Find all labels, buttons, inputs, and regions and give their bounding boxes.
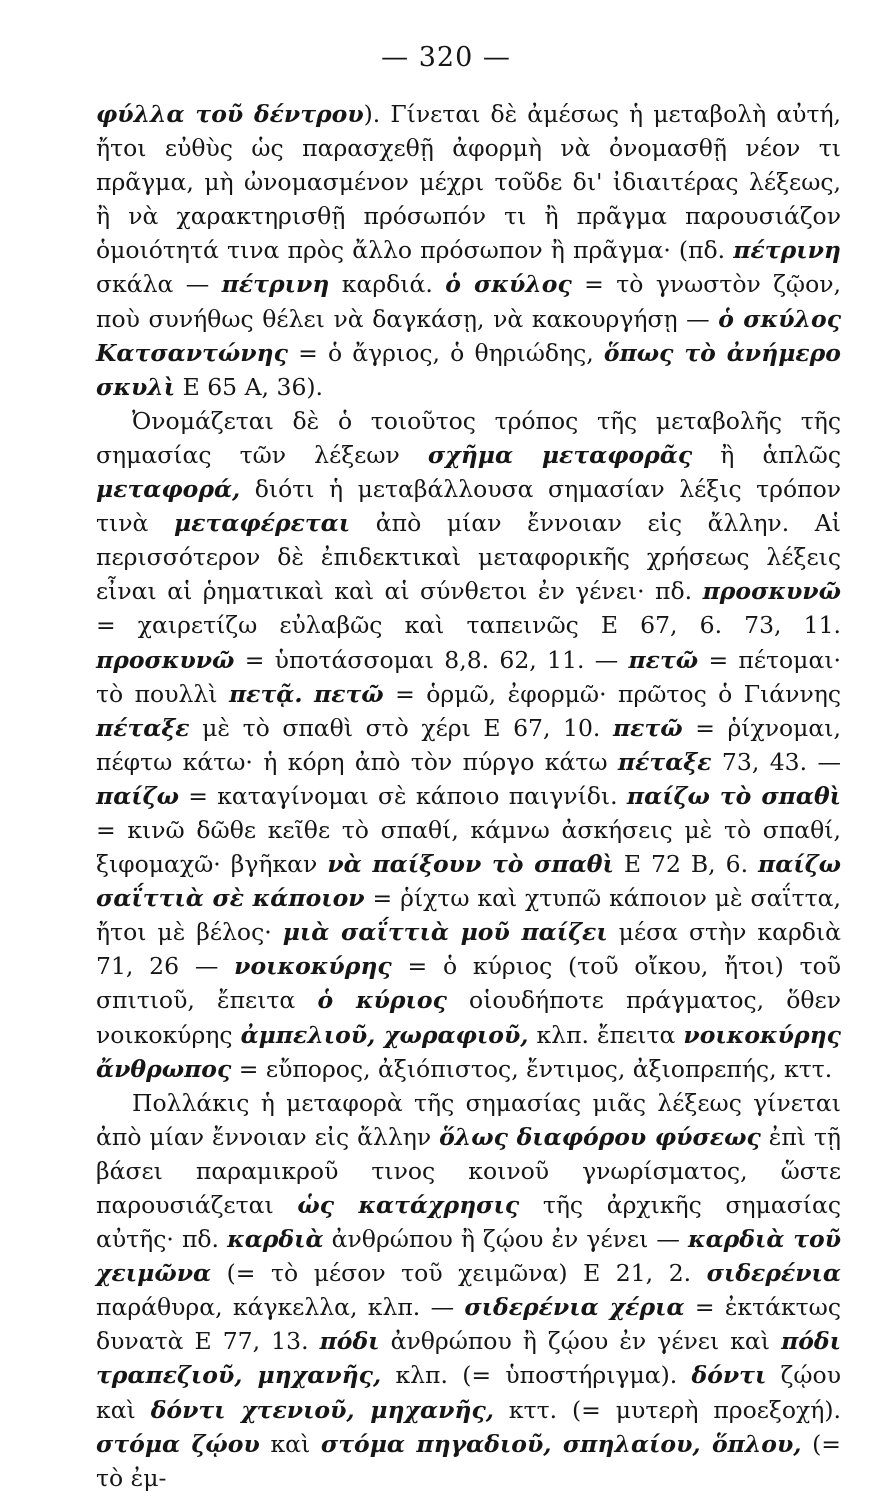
- term-emphasis: νὰ παίξουν τὸ σπαθὶ: [327, 850, 614, 879]
- term-emphasis: σιδερένια χέρια: [464, 1293, 685, 1322]
- text-run: Πολλάκις ἡ μεταφορὰ τῆς σημασίας μιᾶς λέξεως γίνεται ἀπὸ μίαν ἔννοιαν εἰς ἄλλην: [96, 1088, 841, 1151]
- text-run: κλπ. ἔπειτα: [528, 1020, 684, 1049]
- term-emphasis: καρδιὰ τοῦ χειμῶνα: [96, 1225, 842, 1288]
- text-run: οἱουδήποτε πράγματος, ὅθεν νοικοκύρης: [96, 986, 842, 1049]
- term-emphasis: δόντι: [691, 1361, 767, 1390]
- text-run: = καταγίνομαι σὲ κάποιο παιγνίδι.: [178, 781, 627, 810]
- term-emphasis: πόδι: [319, 1327, 380, 1356]
- term-emphasis: σιδερένια: [706, 1259, 841, 1288]
- text-run: κττ. (= μυτερὴ προεξοχή).: [493, 1395, 841, 1424]
- term-emphasis: παίζω τὸ σπαθὶ: [626, 781, 841, 810]
- text-run: = ὁ κύριος (τοῦ οἴκου, ἤτοι) τοῦ σπιτιοῦ, ἔπειτα: [96, 952, 841, 1015]
- term-emphasis: παίζω σαΐττιὰ σὲ κάποιον: [96, 850, 841, 913]
- text-run: κλπ. (= ὑποστήριγμα).: [381, 1361, 692, 1390]
- text-run: ἀπὸ μίαν ἔννοιαν εἰς ἄλλην. Αἱ περισσότερον δὲ ἐπιδεκτικαὶ μεταφορικῆς χρήσεως λέξεις εἶναι αἱ ῥηματικαὶ καὶ αἱ σύνθετοι ἐν γένει· πδ.: [96, 509, 841, 606]
- term-emphasis: πέτρινη: [221, 270, 330, 299]
- paragraph-2: [96, 404, 841, 1086]
- text-run: = ὁ ἄγριος, ὁ θηριώδης,: [287, 338, 604, 367]
- text-run: = ὑποτάσσομαι 8,8. 62, 11. —: [234, 645, 629, 674]
- text-run: = ὁρμῶ, ἐφορμῶ· πρῶτος ὁ Γιάννης: [383, 679, 841, 708]
- text-run: (= τὸ ἐμ-: [96, 1429, 841, 1492]
- text-run: = ῥίχτω καὶ χτυπῶ κάποιον μὲ σαΐττα, ἤτοι μὲ βέλος·: [96, 884, 842, 947]
- term-emphasis: πετῶ: [628, 645, 699, 674]
- text-run: διότι ἡ μεταβάλλουσα σημασίαν λέξις τρόπον τινὰ: [96, 475, 841, 538]
- term-emphasis: ὡς κατάχρησις: [297, 1191, 520, 1219]
- text-run: = τὸ γνωστὸν ζῷον, ποὺ συνήθως θέλει νὰ δαγκάσῃ, νὰ κακουργήσῃ —: [96, 270, 841, 333]
- text-run: ἢ ἁπλῶς: [692, 440, 841, 469]
- term-emphasis: ὅπως τὸ ἀνήμερο σκυλὶ: [96, 338, 841, 401]
- term-emphasis: σχῆμα μεταφορᾶς: [427, 440, 693, 469]
- text-run: Ε 65 Α, 36).: [175, 372, 324, 401]
- term-emphasis: δόντι χτενιοῦ, μηχανῆς,: [150, 1395, 494, 1424]
- text-run: ἐπὶ τῇ βάσει παραμικροῦ τινος κοινοῦ γνωρίσματος, ὥστε παρουσιάζεται: [96, 1122, 841, 1219]
- term-emphasis: ἀμπελιοῦ, χωραφιοῦ,: [240, 1020, 529, 1049]
- term-emphasis: στόμα ζῴου: [96, 1429, 260, 1458]
- term-emphasis: προσκυνῶ: [96, 645, 235, 674]
- term-emphasis: πέτρινη: [733, 236, 841, 265]
- term-emphasis: ὁ σκύλος: [445, 270, 572, 299]
- text-run: = χαιρετίζω εὐλαβῶς καὶ ταπεινῶς Ε 67, 6. 73, 11.: [96, 611, 841, 640]
- term-emphasis: ὅλως διαφόρου φύσεως: [439, 1122, 761, 1151]
- term-emphasis: νοικοκύρης ἄνθρωπος: [96, 1020, 841, 1083]
- term-emphasis: φύλλα τοῦ δέντρου: [96, 100, 364, 128]
- term-emphasis: πέταξε: [617, 747, 712, 776]
- text-run: τῆς ἀρχικῆς σημασίας αὐτῆς· πδ.: [96, 1191, 841, 1254]
- text-run: 73, 43. —: [711, 747, 842, 776]
- text-run: ἀνθρώπου ἢ ζῴου ἐν γένει καὶ: [379, 1327, 782, 1356]
- text-run: = ῥίχνομαι, πέφτω κάτω· ἡ κόρη ἀπὸ τὸν πύργο κάτω: [96, 713, 841, 776]
- text-run: = κινῶ δῶθε κεῖθε τὸ σπαθί, κάμνω ἀσκήσεις μὲ τὸ σπαθί, ξιφομαχῶ· βγῆκαν: [96, 815, 841, 879]
- text-run: = εὔπορος, ἀξιόπιστος, ἔντιμος, ἀξιοπρεπής, κττ.: [231, 1054, 833, 1083]
- text-run: = πέτομαι· τὸ πουλλὶ: [96, 645, 842, 708]
- text-run: (= τὸ μέσον τοῦ χειμῶνα) Ε 21, 2.: [211, 1259, 707, 1288]
- text-run: ἀνθρώπου ἢ ζῴου ἐν γένει —: [323, 1225, 688, 1254]
- term-emphasis: μεταφέρεται: [174, 509, 351, 538]
- term-emphasis: μεταφορά,: [96, 475, 241, 504]
- paragraph-3: [96, 1086, 841, 1495]
- body-text: [96, 97, 841, 1495]
- term-emphasis: νοικοκύρης: [234, 952, 392, 981]
- text-run: Ὀνομάζεται δὲ ὁ τοιοῦτος τρόπος τῆς μεταβολῆς τῆς σημασίας τῶν λέξεων: [96, 406, 841, 469]
- text-run: καρδιά.: [329, 270, 446, 299]
- text-run: μέσα στὴν καρδιὰ 71, 26 —: [96, 918, 842, 981]
- text-run: Ε 72 Β, 6.: [613, 850, 759, 879]
- term-emphasis: προσκυνῶ: [702, 577, 841, 606]
- page-number: — 320 —: [381, 42, 511, 73]
- text-run: ζῴου καὶ: [96, 1361, 841, 1424]
- term-emphasis: παίζω: [96, 781, 179, 810]
- term-emphasis: ὁ σκύλος Κατσαντώνης: [96, 304, 841, 367]
- text-run: μὲ τὸ σπαθὶ στὸ χέρι Ε 67, 10.: [189, 713, 613, 742]
- paragraph-1: [96, 97, 841, 404]
- text-run: καὶ: [259, 1429, 321, 1458]
- term-emphasis: πετᾷ.: [228, 679, 303, 708]
- term-emphasis: ὁ κύριος: [317, 986, 447, 1015]
- term-emphasis: στόμα πηγαδιοῦ, σπηλαίου, ὅπλου,: [320, 1429, 802, 1458]
- text-run: σκάλα —: [96, 270, 222, 299]
- text-run: = ἐκτάκτως δυνατὰ Ε 77, 13.: [96, 1293, 841, 1356]
- text-run: ). Γίνεται δὲ ἀμέσως ἡ μεταβολὴ αὐτή, ἤτοι εὐθὺς ὡς παρασχεθῇ ἀφορμὴ νὰ ὀνομασθῇ νέον τι πρᾶγμα, μὴ ὠνομασμένον μέχρι τοῦδε δι' ἰδιαιτέρας λέξεως, ἢ νὰ χαρακτηρισθῇ πρόσωπόν τι ἢ πρᾶγμα παρουσιάζον ὁμοιότητά τινα πρὸς ἄλλο πρόσωπον ἢ πρᾶγμα· (πδ.: [96, 100, 841, 265]
- text-run: παράθυρα, κάγκελλα, κλπ. —: [96, 1293, 465, 1322]
- term-emphasis: πετῶ: [314, 679, 384, 708]
- text-run: [303, 680, 314, 708]
- term-emphasis: μιὰ σαΐττιὰ μοῦ παίζει: [282, 918, 608, 947]
- term-emphasis: πέταξε: [96, 713, 190, 742]
- term-emphasis: πετῶ: [612, 713, 683, 742]
- term-emphasis: πόδι τραπεζιοῦ, μηχανῆς,: [96, 1327, 841, 1390]
- term-emphasis: καρδιὰ: [227, 1225, 324, 1254]
